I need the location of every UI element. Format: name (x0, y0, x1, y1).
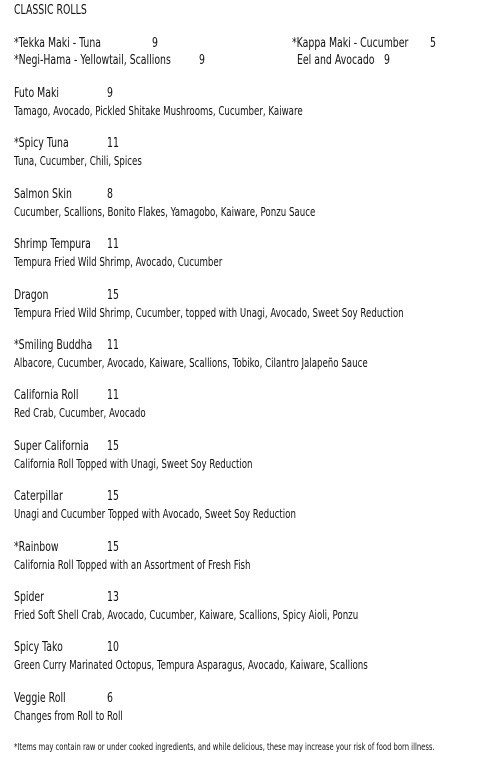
menu-item-price: 6 (107, 691, 113, 706)
menu-item-name: *Rainbow (14, 540, 59, 555)
section-title: CLASSIC ROLLS (14, 3, 87, 18)
menu-item-description: Tempura Fried Wild Shrimp, Cucumber, topped with Unagi, Avocado, Sweet Soy Reduction (14, 306, 404, 320)
menu-item-price: 11 (107, 237, 119, 252)
menu-item-price: 15 (107, 540, 119, 555)
menu-item-price: 15 (107, 439, 119, 454)
menu-item-price: 10 (107, 640, 119, 655)
menu-item-price: 11 (107, 388, 119, 403)
menu-item-price: 11 (107, 136, 119, 151)
menu-item-description: Unagi and Cucumber Topped with Avocado, Sweet Soy Reduction (14, 507, 296, 521)
menu-item-price: 15 (107, 489, 119, 504)
menu-item-name: Futo Maki (14, 86, 60, 101)
menu-item-price: 11 (107, 338, 119, 353)
menu-item-name: Veggie Roll (14, 691, 66, 706)
menu-item-name: California Roll (14, 388, 79, 403)
menu-item-description: Tuna, Cucumber, Chili, Spices (14, 154, 142, 168)
menu-item-price: 8 (107, 187, 113, 202)
menu-item-description: Albacore, Cucumber, Avocado, Kaiware, Scallions, Tobiko, Cilantro Jalapeño Sauce (14, 356, 368, 370)
menu-item-price: 15 (107, 288, 119, 303)
menu-item-name: Shrimp Tempura (14, 237, 91, 252)
menu-item-name: Super California (14, 439, 89, 454)
menu-item-name: *Tekka Maki - Tuna (14, 36, 102, 51)
menu-item-description: Red Crab, Cucumber, Avocado (14, 406, 146, 420)
menu-item-price: 9 (152, 36, 158, 51)
menu-item-description: California Roll Topped with Unagi, Sweet Soy Reduction (14, 457, 253, 471)
menu-item-name: Spicy Tako (14, 640, 63, 655)
menu-item-description: Cucumber, Scallions, Bonito Flakes, Yamagobo, Kaiware, Ponzu Sauce (14, 205, 316, 219)
menu-item-name: Dragon (14, 288, 49, 303)
menu-item-description: Tempura Fried Wild Shrimp, Avocado, Cucumber (14, 255, 223, 269)
menu-item-name: Salmon Skin (14, 187, 72, 202)
footer-note: *Items may contain raw or under cooked ingredients, and while delicious, these may increase your risk of food born illness. (14, 742, 435, 753)
menu-item-price: 5 (430, 36, 436, 51)
menu-item-description: California Roll Topped with an Assortment of Fresh Fish (14, 558, 251, 572)
menu-item-description: Green Curry Marinated Octopus, Tempura Asparagus, Avocado, Kaiware, Scallions (14, 658, 368, 672)
menu-item-name: *Negi-Hama - Yellowtail, Scallions (14, 53, 171, 68)
menu-item-description: Changes from Roll to Roll (14, 709, 123, 723)
menu-item-name: Caterpillar (14, 489, 63, 504)
menu-item-description: Fried Soft Shell Crab, Avocado, Cucumber, Kaiware, Scallions, Spicy Aioli, Ponzu (14, 608, 359, 622)
menu-item-name: *Spicy Tuna (14, 136, 69, 151)
menu-item-price: 9 (107, 86, 113, 101)
menu-item-name: *Smiling Buddha (14, 338, 93, 353)
menu-item-description: Tamago, Avocado, Pickled Shitake Mushrooms, Cucumber, Kaiware (14, 104, 303, 118)
menu-item-price: 9 (199, 53, 205, 68)
menu-item-price: 9 (384, 53, 390, 68)
menu-item-name: *Kappa Maki - Cucumber (292, 36, 409, 51)
menu-item-name: Spider (14, 590, 45, 605)
menu-item-price: 13 (107, 590, 119, 605)
menu-item-name: Eel and Avocado (297, 53, 375, 68)
